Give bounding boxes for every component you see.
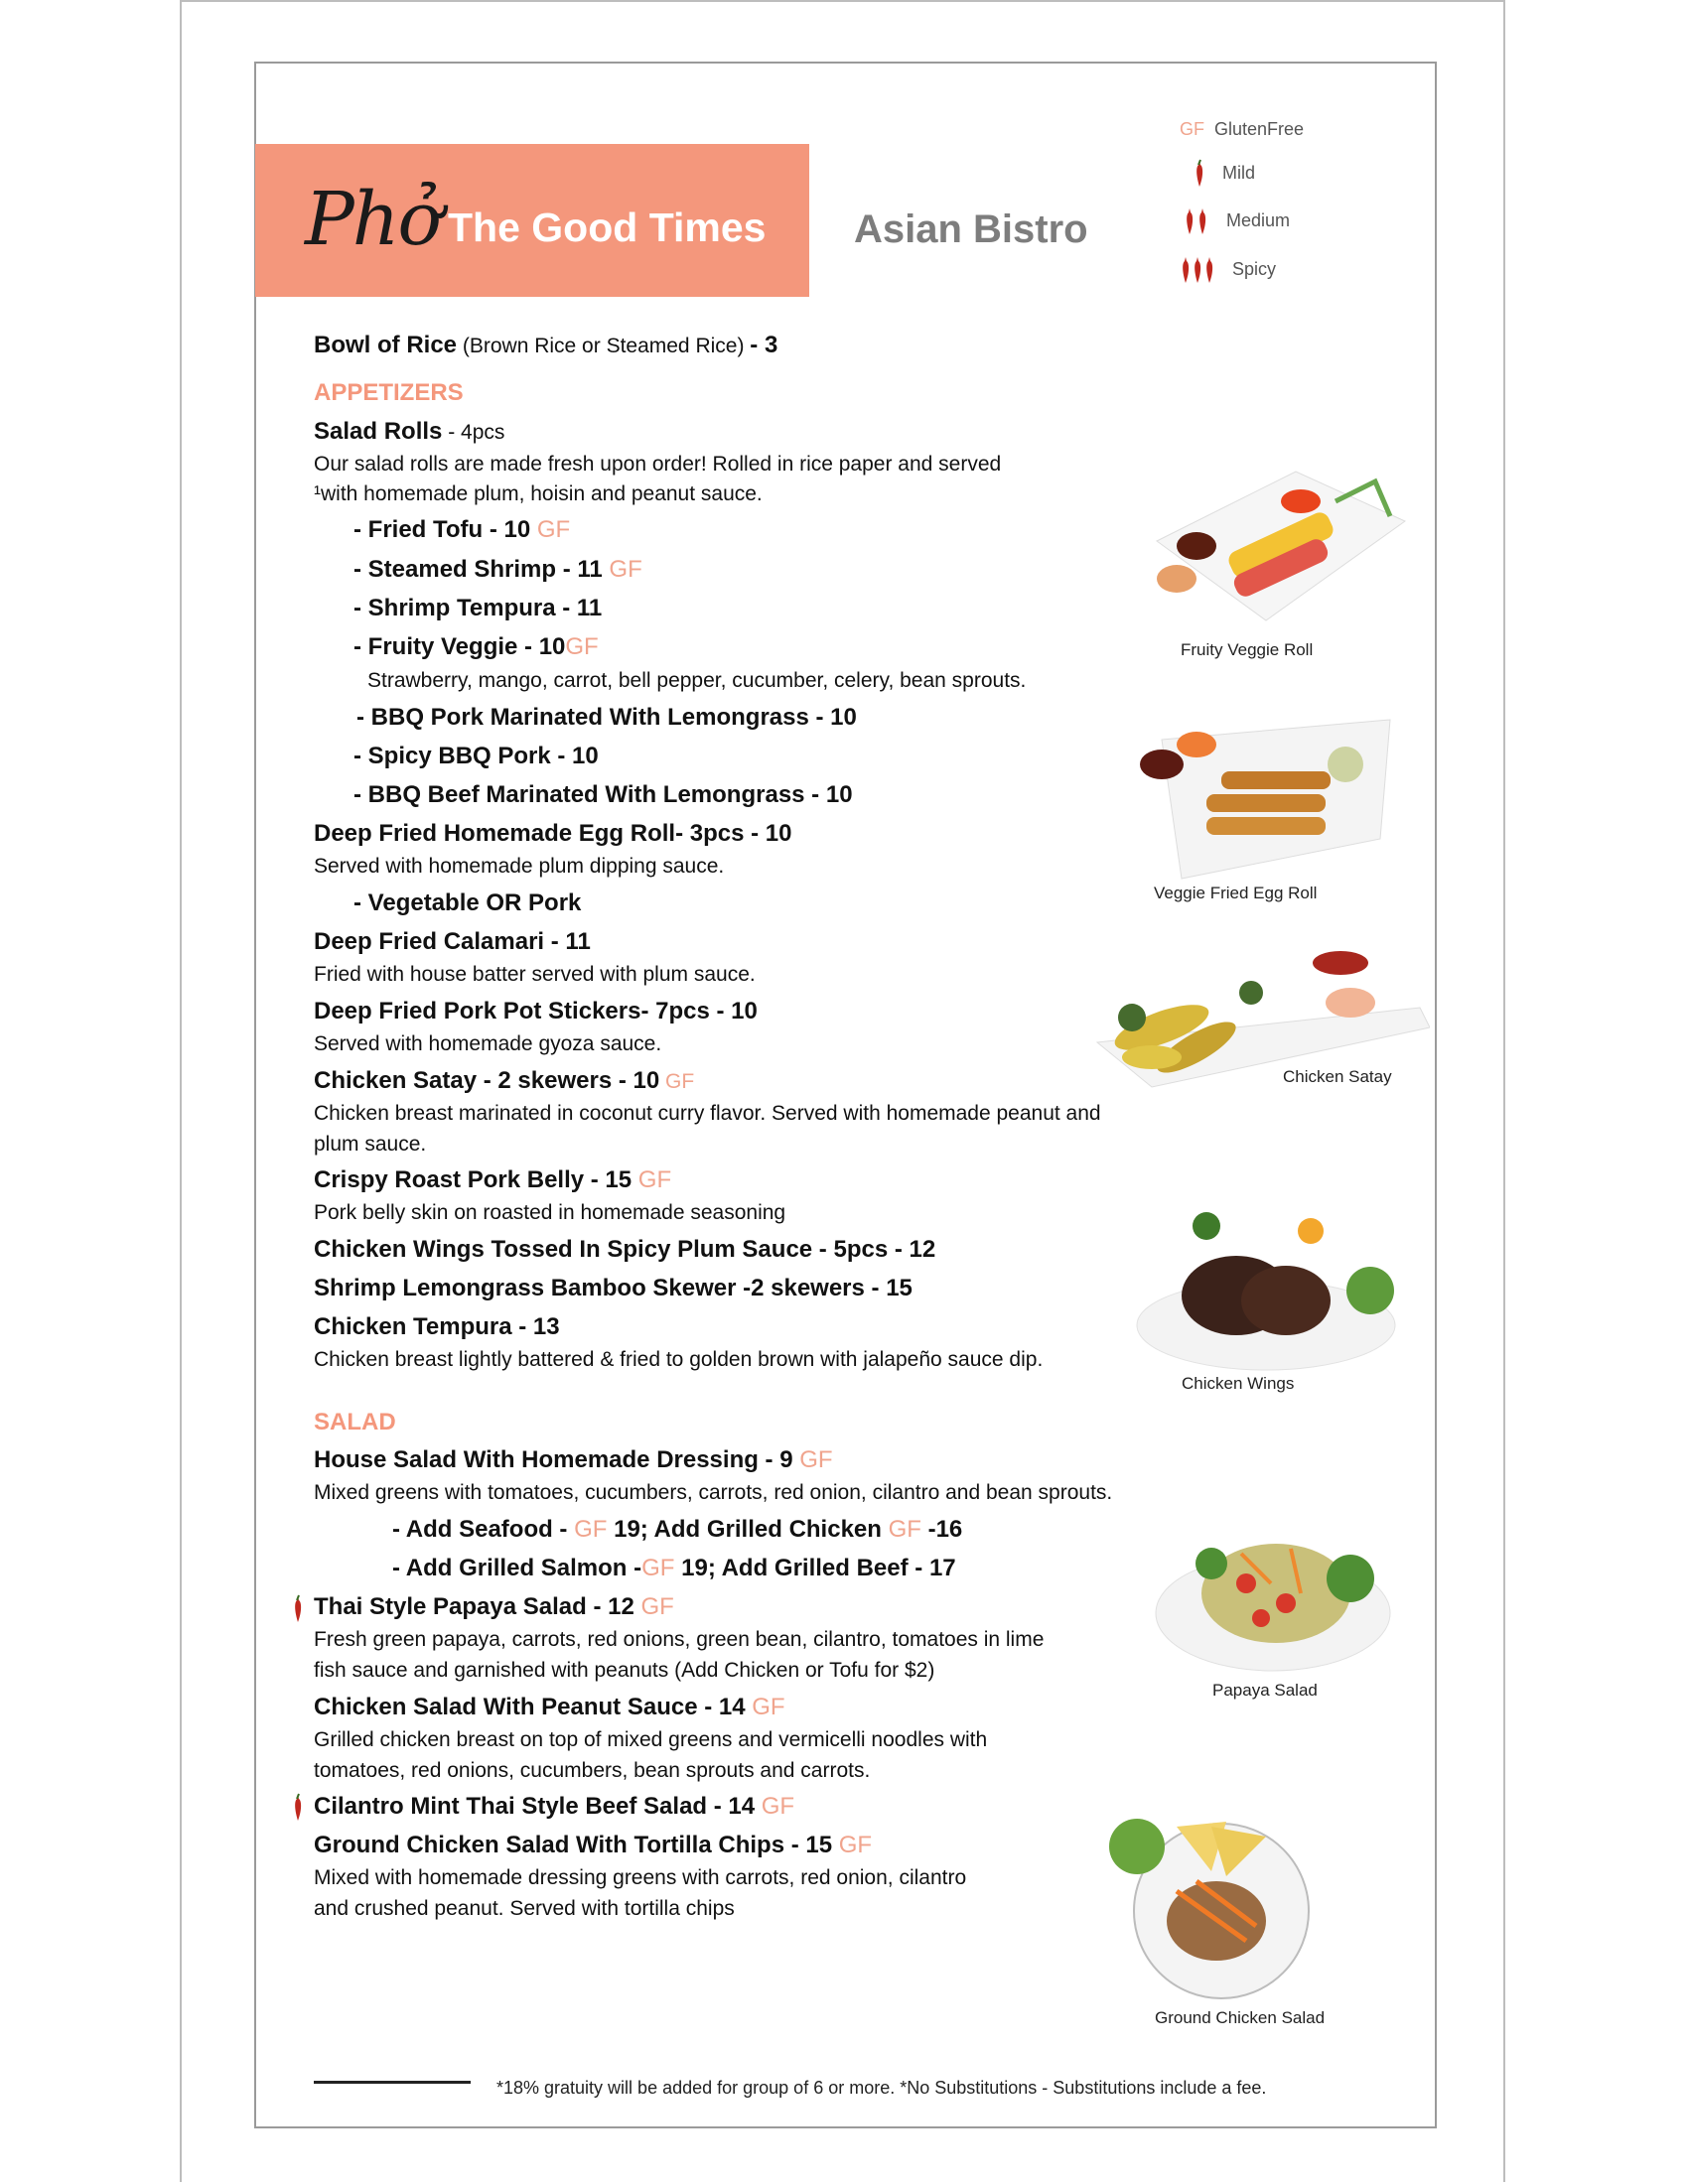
egg-roll: Deep Fried Homemade Egg Roll- 3pcs - 10 xyxy=(314,820,792,847)
satay-rest: - 2 skewers - 10 xyxy=(477,1067,660,1094)
add-seafood-b: 19; Add Grilled Chicken xyxy=(607,1516,889,1543)
gf-tag: GF xyxy=(565,633,599,660)
peanut-desc-2: tomatoes, red onions, cucumbers, bean sprouts and carrots. xyxy=(314,1759,871,1782)
chicken-tempura: Chicken Tempura - 13 xyxy=(314,1313,560,1340)
fruity-veggie xyxy=(353,635,599,659)
gf-tag: GF xyxy=(536,516,571,543)
caption-papaya-salad: Papaya Salad xyxy=(1212,1681,1318,1700)
shrimp-tempura: - Shrimp Tempura - 11 xyxy=(353,595,603,621)
add-salmon xyxy=(392,1557,956,1580)
add-seafood-c: -16 xyxy=(920,1516,963,1543)
vegetable-or-pork: - Vegetable OR Pork xyxy=(353,889,582,916)
satay-desc-2: plum sauce. xyxy=(314,1133,427,1156)
chicken-wings: Chicken Wings Tossed In Spicy Plum Sauce - 5pcs - 12 xyxy=(314,1236,936,1263)
add-seafood xyxy=(392,1518,962,1542)
spicy-bbq-pork: - Spicy BBQ Pork - 10 xyxy=(353,743,599,769)
pot-stickers: Deep Fried Pork Pot Stickers- 7pcs - 10 xyxy=(314,998,758,1024)
legend-spicy xyxy=(1180,255,1276,285)
chicken-wings-photo xyxy=(1127,1206,1400,1375)
fruity-veggie-label: - Fruity Veggie - 10 xyxy=(353,633,566,660)
veggie-fried-egg-roll-photo xyxy=(1122,710,1410,884)
legend-mild xyxy=(1194,159,1255,189)
footer-rule xyxy=(314,2081,471,2084)
legend-gf xyxy=(1180,119,1304,140)
papaya-desc-2: fish sauce and garnished with peanuts (Add Chicken or Tofu for $2) xyxy=(314,1659,935,1682)
section-appetizers: APPETIZERS xyxy=(314,379,464,406)
gf-tag: GF xyxy=(752,1694,785,1720)
medium-label: Medium xyxy=(1226,209,1291,230)
pepper-icon xyxy=(292,1593,304,1625)
satay-desc-1: Chicken breast marinated in coconut curry flavor. Served with homemade peanut and xyxy=(314,1102,1101,1125)
gf-tag: GF xyxy=(640,1593,674,1620)
gf-tag: GF xyxy=(799,1446,833,1473)
rice-item xyxy=(314,334,777,357)
salad-rolls xyxy=(314,420,504,444)
ground-chicken-salad xyxy=(314,1834,872,1857)
rice-price: - 3 xyxy=(750,332,778,358)
house-salad-label: House Salad With Homemade Dressing - 9 xyxy=(314,1446,793,1473)
caption-fruity-veggie-roll: Fruity Veggie Roll xyxy=(1181,640,1314,659)
papaya-salad-photo xyxy=(1152,1524,1395,1678)
gf-tag: GF xyxy=(665,1070,695,1093)
calamari: Deep Fried Calamari - 11 xyxy=(314,928,591,955)
salad-rolls-name: Salad Rolls xyxy=(314,418,443,445)
egg-roll-desc: Served with homemade plum dipping sauce. xyxy=(314,855,725,878)
gf-tag: GF xyxy=(574,1516,608,1543)
papaya-desc-1: Fresh green papaya, carrots, red onions, green bean, cilantro, tomatoes in lime xyxy=(314,1628,1045,1651)
pork-belly-desc: Pork belly skin on roasted in homemade seasoning xyxy=(314,1201,786,1224)
section-salad: SALAD xyxy=(314,1409,396,1435)
calamari-desc: Fried with house batter served with plum sauce. xyxy=(314,963,756,986)
bistro-title: Asian Bistro xyxy=(854,207,1088,251)
pork-belly-label: Crispy Roast Pork Belly - 15 xyxy=(314,1166,633,1193)
house-salad-desc: Mixed greens with tomatoes, cucumbers, carrots, red onion, cilantro and bean sprouts. xyxy=(314,1481,1113,1504)
double-pepper-icon xyxy=(1184,206,1209,236)
fried-tofu-label: - Fried Tofu - 10 xyxy=(353,516,531,543)
triple-pepper-icon xyxy=(1180,255,1215,285)
cilantro-beef-salad xyxy=(314,1795,794,1819)
ground-desc-1: Mixed with homemade dressing greens with carrots, red onion, cilantro xyxy=(314,1866,967,1889)
gf-tag: GF xyxy=(761,1793,795,1820)
house-salad xyxy=(314,1448,833,1472)
caption-ground-chicken-salad: Ground Chicken Salad xyxy=(1155,2008,1326,2027)
caption-chicken-satay: Chicken Satay xyxy=(1283,1067,1392,1086)
add-salmon-a: - Add Grilled Salmon - xyxy=(392,1555,642,1581)
chicken-tempura-desc: Chicken breast lightly battered & fried to golden brown with jalapeño sauce dip. xyxy=(314,1348,1044,1371)
gf-tag: GF xyxy=(637,1166,672,1193)
add-seafood-a: - Add Seafood - xyxy=(392,1516,575,1543)
fruity-veggie-roll-photo xyxy=(1137,462,1410,640)
logo-word: Phở xyxy=(305,177,441,262)
gf-tag: GF xyxy=(609,556,642,583)
pork-belly xyxy=(314,1168,671,1192)
rice-name: Bowl of Rice xyxy=(314,332,458,358)
peanut-salad-label: Chicken Salad With Peanut Sauce - 14 xyxy=(314,1694,746,1720)
ground-chicken-salad-photo xyxy=(1107,1802,1316,2000)
spicy-label: Spicy xyxy=(1232,258,1277,279)
fried-tofu xyxy=(353,518,570,542)
gf-tag: GF xyxy=(641,1555,675,1581)
bbq-pork-lemongrass: - BBQ Pork Marinated With Lemongrass - 10 xyxy=(356,704,857,731)
shrimp-skewer: Shrimp Lemongrass Bamboo Skewer -2 skewers - 15 xyxy=(314,1275,913,1301)
footer-note: *18% gratuity will be added for group of 6 or more. *No Substitutions - Substitutions include a fee. xyxy=(496,2078,1267,2098)
pepper-icon xyxy=(292,1792,304,1824)
peanut-desc-1: Grilled chicken breast on top of mixed greens and vermicelli noodles with xyxy=(314,1728,988,1751)
salad-rolls-note: - 4pcs xyxy=(448,421,505,444)
gf-abbr: GF xyxy=(1180,119,1204,139)
papaya-salad xyxy=(314,1595,674,1619)
logo-subtitle: The Good Times xyxy=(448,205,767,250)
pepper-icon xyxy=(1194,159,1205,189)
rice-note: (Brown Rice or Steamed Rice) xyxy=(462,335,745,357)
cilantro-salad-label: Cilantro Mint Thai Style Beef Salad - 14 xyxy=(314,1793,756,1820)
steamed-shrimp xyxy=(353,558,642,582)
bbq-beef-lemongrass: - BBQ Beef Marinated With Lemongrass - 10 xyxy=(353,781,853,808)
gf-label: GlutenFree xyxy=(1214,119,1305,139)
salad-rolls-desc-1: Our salad rolls are made fresh upon order! Rolled in rice paper and served xyxy=(314,453,1002,476)
caption-chicken-wings: Chicken Wings xyxy=(1182,1374,1295,1393)
ground-salad-label: Ground Chicken Salad With Tortilla Chips - 15 xyxy=(314,1832,833,1858)
chicken-satay xyxy=(314,1069,694,1093)
add-salmon-b: 19; Add Grilled Beef - 17 xyxy=(674,1555,956,1581)
gf-tag: GF xyxy=(838,1832,873,1858)
caption-veggie-fried-egg-roll: Veggie Fried Egg Roll xyxy=(1154,884,1318,902)
gf-tag: GF xyxy=(888,1516,921,1543)
salad-rolls-desc-2: ¹with homemade plum, hoisin and peanut sauce. xyxy=(314,482,763,505)
peanut-salad xyxy=(314,1696,785,1719)
satay-name: Chicken Satay xyxy=(314,1067,478,1094)
mild-label: Mild xyxy=(1222,162,1256,183)
legend-medium xyxy=(1184,206,1290,236)
steamed-shrimp-label: - Steamed Shrimp - 11 xyxy=(353,556,603,583)
ground-desc-2: and crushed peanut. Served with tortilla chips xyxy=(314,1897,735,1920)
papaya-salad-label: Thai Style Papaya Salad - 12 xyxy=(314,1593,634,1620)
fruity-veggie-desc: Strawberry, mango, carrot, bell pepper, cucumber, celery, bean sprouts. xyxy=(367,669,1027,692)
pot-stickers-desc: Served with homemade gyoza sauce. xyxy=(314,1032,662,1055)
